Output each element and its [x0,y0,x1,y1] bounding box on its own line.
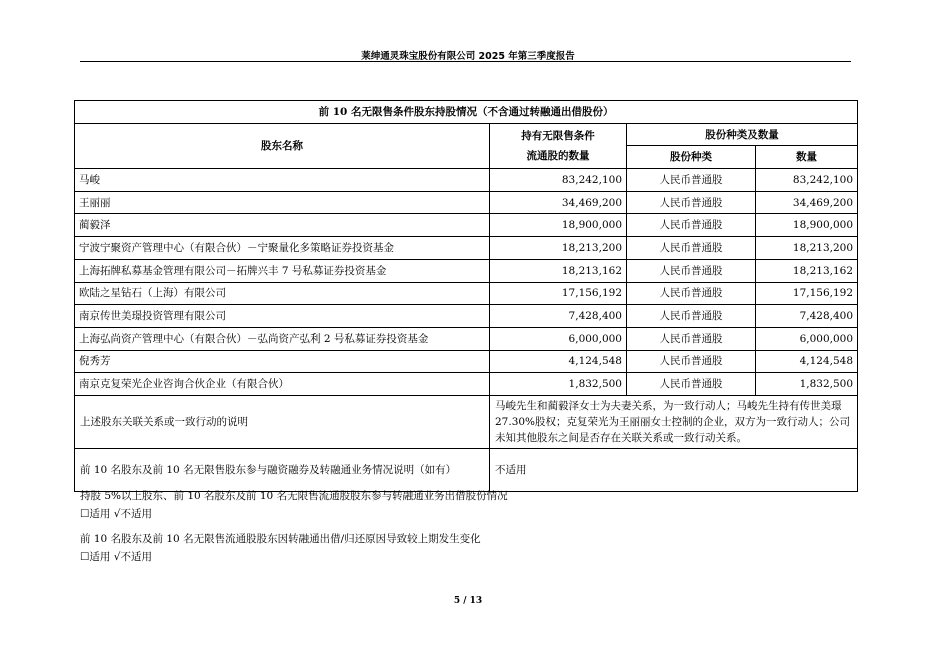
holder-amount-cell: 7,428,400 [756,305,858,328]
table-row [75,191,858,214]
header-qty-line1: 持有无限售条件 [521,129,595,142]
margin-text: 不适用 [490,448,858,491]
holder-qty-cell: 18,213,162 [490,259,627,282]
note-change-text: 前 10 名股东及前 10 名无限售流通股股东因转融通出借/归还原因导致较上期发生变化 [80,533,481,545]
holder-qty-cell: 17,156,192 [490,282,627,305]
holder-share-type-cell: 人民币普通股 [627,282,756,305]
relation-row [75,395,858,448]
holder-qty-cell: 1,832,500 [490,373,627,396]
table-row [75,373,858,396]
table-row [75,259,858,282]
table-caption: 前 10 名无限售条件股东持股情况（不含通过转融通出借股份） [75,101,858,124]
holder-share-type-cell: 人民币普通股 [627,191,756,214]
table-row [75,237,858,260]
report-header-title: 莱绅通灵珠宝股份有限公司 2025 年第三季度报告 [361,51,575,62]
table-row [75,350,858,373]
header-holder-name: 股东名称 [75,123,490,168]
margin-label: 前 10 名股东及前 10 名无限售股东参与融资融券及转融通业务情况说明（如有） [75,448,490,491]
holder-qty-cell: 6,000,000 [490,327,627,350]
header-divider [80,61,851,62]
holder-amount-cell: 18,213,162 [756,259,858,282]
relation-label: 上述股东关联关系或一致行动的说明 [75,395,490,448]
holder-share-type-cell: 人民币普通股 [627,327,756,350]
table-row [75,214,858,237]
table-header-row [75,123,858,146]
holder-name-cell: 倪秀芳 [75,350,490,373]
holder-share-type-cell: 人民币普通股 [627,350,756,373]
holder-share-type-cell: 人民币普通股 [627,259,756,282]
header-share-type: 股份种类 [627,146,756,169]
header-unrestricted-qty [490,123,627,168]
holder-amount-cell: 83,242,100 [756,169,858,192]
holder-qty-cell: 18,900,000 [490,214,627,237]
holder-name-cell: 马峻 [75,169,490,192]
holder-qty-cell: 18,213,200 [490,237,627,260]
holder-share-type-cell: 人民币普通股 [627,305,756,328]
holder-share-type-cell: 人民币普通股 [627,214,756,237]
note-lending-choice: ☐适用 √不适用 [80,508,152,520]
holder-amount-cell: 18,900,000 [756,214,858,237]
header-qty-line2: 流通股的数量 [526,149,590,162]
holder-amount-cell: 18,213,200 [756,237,858,260]
holder-name-cell: 王丽丽 [75,191,490,214]
table-row [75,327,858,350]
holder-share-type-cell: 人民币普通股 [627,237,756,260]
table-row [75,282,858,305]
holder-share-type-cell: 人民币普通股 [627,169,756,192]
holder-name-cell: 上海弘尚资产管理中心（有限合伙）－弘尚资产弘利 2 号私募证券投资基金 [75,327,490,350]
holder-amount-cell: 34,469,200 [756,191,858,214]
holder-name-cell: 宁波宁聚资产管理中心（有限合伙）－宁聚量化多策略证券投资基金 [75,237,490,260]
holder-name-cell: 欧陆之星钻石（上海）有限公司 [75,282,490,305]
holder-qty-cell: 7,428,400 [490,305,627,328]
header-share-type-group: 股份种类及数量 [627,123,858,146]
table-caption-row [75,101,858,124]
holder-qty-cell: 34,469,200 [490,191,627,214]
top-10-holders-table [74,100,858,492]
holder-name-cell: 南京克复荣光企业咨询合伙企业（有限合伙） [75,373,490,396]
holder-amount-cell: 17,156,192 [756,282,858,305]
header-amount: 数量 [756,146,858,169]
holder-amount-cell: 6,000,000 [756,327,858,350]
note-change-choice: ☐适用 √不适用 [80,551,152,563]
holder-amount-cell: 1,832,500 [756,373,858,396]
holder-name-cell: 上海拓牌私募基金管理有限公司－拓牌兴丰 7 号私募证券投资基金 [75,259,490,282]
holder-qty-cell: 4,124,548 [490,350,627,373]
note-lending-text: 持股 5%以上股东、前 10 名股东及前 10 名无限售流通股股东参与转融通业务出借股份情况 [80,490,508,502]
holder-amount-cell: 4,124,548 [756,350,858,373]
relation-text: 马峻先生和蔺毅泽女士为夫妻关系，为一致行动人；马峻先生持有传世美璟 27.30%股权；克复荣光为王丽丽女士控制的企业，双方为一致行动人；公司未知其他股东之间是否存在关联关系或一致行动关系。 [490,395,858,448]
page-number: 5 / 13 [453,596,483,606]
table-row [75,169,858,192]
holder-share-type-cell: 人民币普通股 [627,373,756,396]
table-row [75,305,858,328]
margin-row [75,448,858,491]
holder-name-cell: 南京传世美璟投资管理有限公司 [75,305,490,328]
holder-name-cell: 蔺毅泽 [75,214,490,237]
holder-qty-cell: 83,242,100 [490,169,627,192]
